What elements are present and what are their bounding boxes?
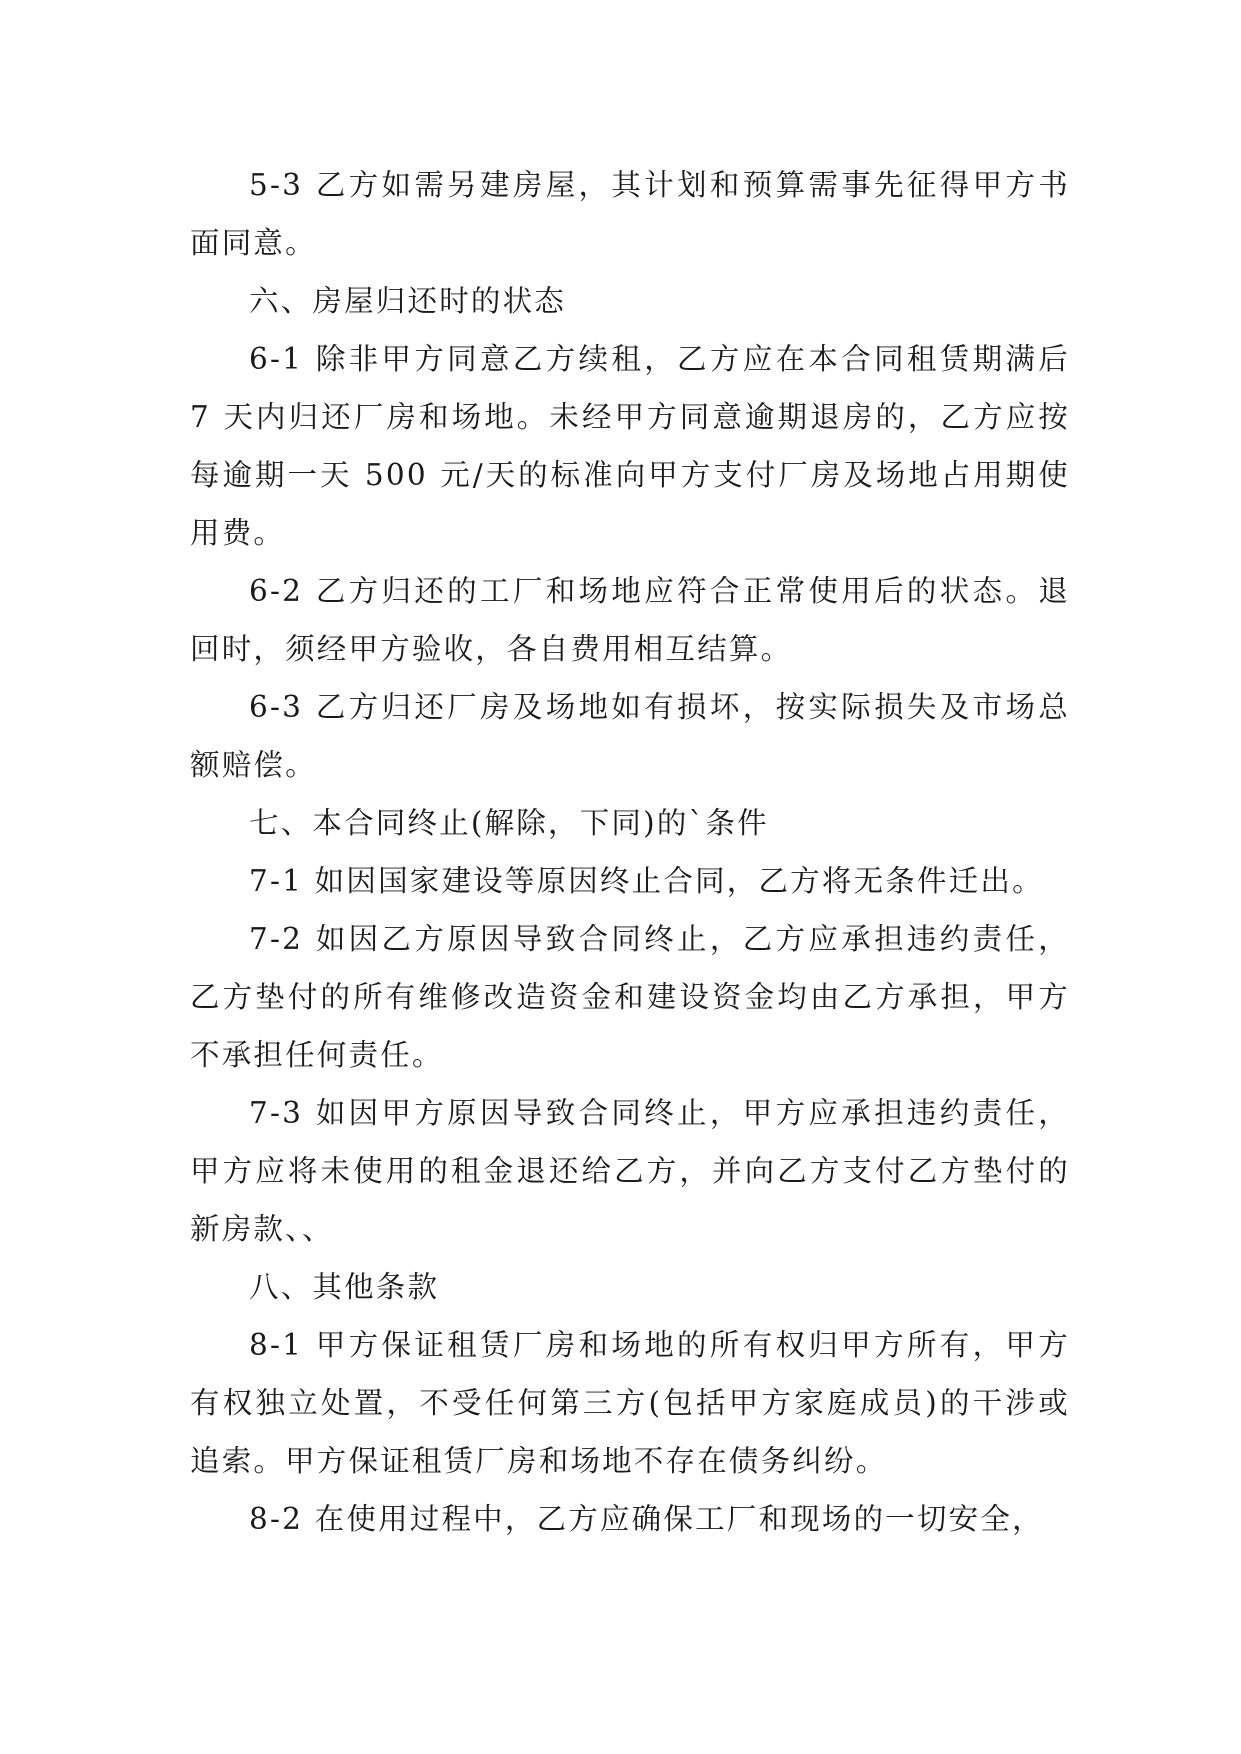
section-heading-7: 七、本合同终止(解除，下同)的`条件 [249,806,769,840]
clause-7-1: 7-1 如因国家建设等原因终止合同，乙方将无条件迁出。 [249,864,1044,898]
document-body [190,156,1070,1548]
clause-8-1: 8-1 甲方保证租赁厂房和场地的所有权归甲方所有，甲方有权独立处置，不受任何第三方(包括甲方家庭成员)的干涉或追索。甲方保证租赁厂房和场地不存在债务纠纷。 [190,1328,1070,1478]
section-heading-8: 八、其他条款 [249,1270,440,1304]
clause-5-3: 5-3 乙方如需另建房屋，其计划和预算需事先征得甲方书面同意。 [190,168,1070,260]
clause-8-2: 8-2 在使用过程中，乙方应确保工厂和现场的一切安全， [249,1502,1044,1536]
clause-6-2: 6-2 乙方归还的工厂和场地应符合正常使用后的状态。退回时，须经甲方验收，各自费用相互结算。 [190,574,1070,666]
clause-7-2: 7-2 如因乙方原因导致合同终止，乙方应承担违约责任，乙方垫付的所有维修改造资金和建设资金均由乙方承担，甲方不承担任何责任。 [190,922,1070,1072]
section-heading-6: 六、房屋归还时的状态 [249,284,567,318]
clause-6-3: 6-3 乙方归还厂房及场地如有损坏，按实际损失及市场总额赔偿。 [190,690,1070,782]
clause-6-1: 6-1 除非甲方同意乙方续租，乙方应在本合同租赁期满后 7 天内归还厂房和场地。未经甲方同意逾期退房的，乙方应按每逾期一天 500 元/天的标准向甲方支付厂房及场地占用期使用费。 [190,342,1070,550]
clause-7-3: 7-3 如因甲方原因导致合同终止，甲方应承担违约责任，甲方应将未使用的租金退还给乙方，并向乙方支付乙方垫付的新房款、、 [190,1096,1070,1246]
